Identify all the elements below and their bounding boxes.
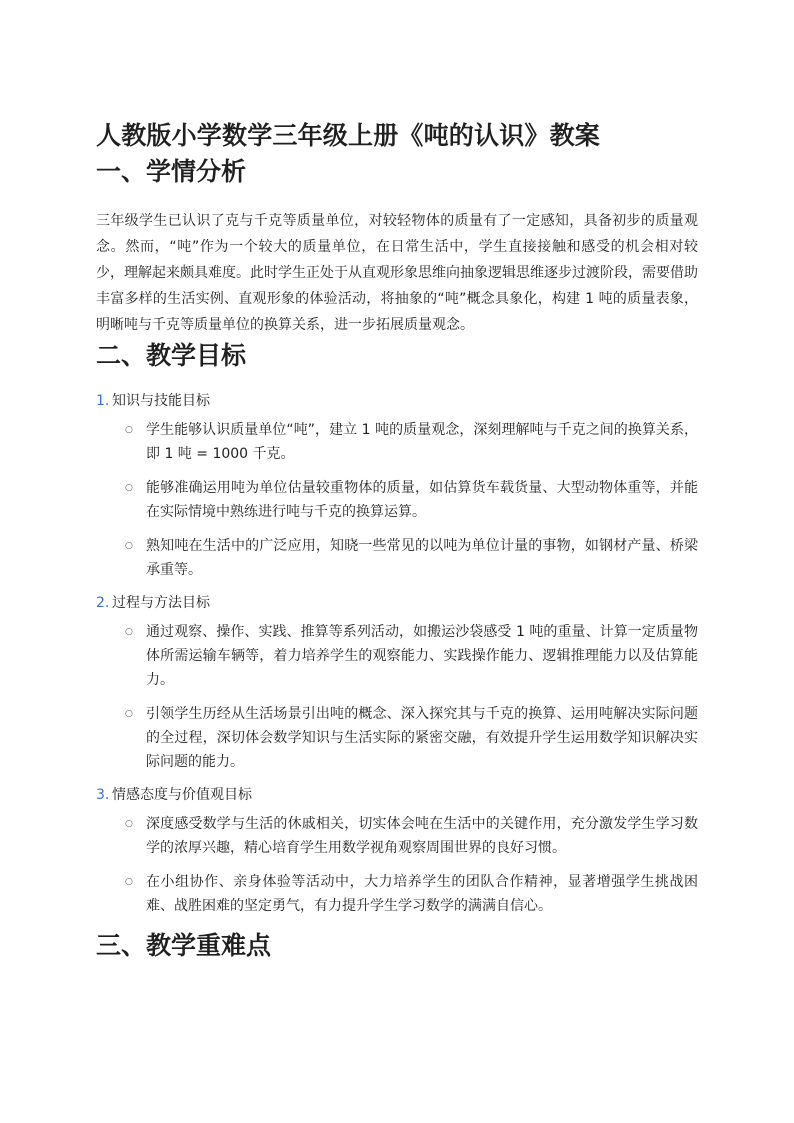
goal-label: 知识与技能目标	[112, 393, 210, 409]
goal-item-2	[96, 592, 698, 774]
bullet-circle-icon: ○	[125, 483, 133, 493]
bullet-circle-icon: ○	[125, 627, 133, 637]
bullet-circle-icon: ○	[125, 819, 133, 829]
bullet-circle-icon: ○	[125, 541, 133, 551]
section-heading-2: 二、教学目标	[96, 341, 247, 370]
document-title: 人教版小学数学三年级上册《吨的认识》教案	[96, 121, 601, 150]
goal-number: 3.	[96, 787, 110, 803]
list-item: ○ 引领学生历经从生活场景引出吨的概念、深入探究其与千克的换算、运用吨解决实际问题的全过程，深切体会数学知识与生活实际的紧密交融，有效提升学生运用数学知识解决实际问题的能力。	[96, 702, 698, 774]
goal-item-1	[96, 390, 698, 582]
goal-label: 过程与方法目标	[112, 595, 210, 611]
list-item: ○ 深度感受数学与生活的休戚相关，切实体会吨在生活中的关键作用，充分激发学生学习数学的浓厚兴趣，精心培育学生用数学视角观察周围世界的良好习惯。	[96, 812, 698, 860]
list-item: ○ 通过观察、操作、实践、推算等系列活动，如搬运沙袋感受 1 吨的重量、计算一定质量物体所需运输车辆等，着力培养学生的观察能力、实践操作能力、逻辑推理能力以及估算能力。	[96, 620, 698, 692]
bullet-circle-icon: ○	[125, 425, 133, 435]
list-item: ○ 能够准确运用吨为单位估量较重物体的质量，如估算货车载货量、大型动物体重等，并能在实际情境中熟练进行吨与千克的换算运算。	[96, 476, 698, 524]
section-heading-1: 一、学情分析	[96, 157, 247, 186]
section-heading-3: 三、教学重难点	[96, 931, 272, 960]
goal-number: 1.	[96, 393, 110, 409]
list-item: ○ 在小组协作、亲身体验等活动中，大力培养学生的团队合作精神，显著增强学生挑战困难、战胜困难的坚定勇气，有力提升学生学习数学的满满自信心。	[96, 870, 698, 918]
goal-number: 2.	[96, 595, 110, 611]
list-item: ○ 学生能够认识质量单位“吨”，建立 1 吨的质量观念，深刻理解吨与千克之间的换算关系，即 1 吨 = 1000 千克。	[96, 418, 698, 466]
goals-list	[96, 390, 698, 918]
goal-2-subitems	[96, 620, 698, 774]
section-1-paragraph: 三年级学生已认识了克与千克等质量单位，对较轻物体的质量有了一定感知，具备初步的质量观念。然而，“吨”作为一个较大的质量单位，在日常生活中，学生直接接触和感受的机会相对较少，理解起来颇具难度。此时学生正处于从直观形象思维向抽象逻辑思维逐步过渡阶段，需要借助丰富多样的生活实例、直观形象的体验活动，将抽象的“吨”概念具象化，构建 1 吨的质量表象，明晰吨与千克等质量单位的换算关系，进一步拓展质量观念。	[96, 213, 698, 333]
goal-3-subitems	[96, 812, 698, 918]
goal-1-subitems	[96, 418, 698, 582]
bullet-circle-icon: ○	[125, 877, 133, 887]
list-item: ○ 熟知吨在生活中的广泛应用，知晓一些常见的以吨为单位计量的事物，如钢材产量、桥梁承重等。	[96, 534, 698, 582]
goal-label: 情感态度与价值观目标	[112, 787, 252, 803]
goal-item-3	[96, 784, 698, 918]
bullet-circle-icon: ○	[125, 709, 133, 719]
